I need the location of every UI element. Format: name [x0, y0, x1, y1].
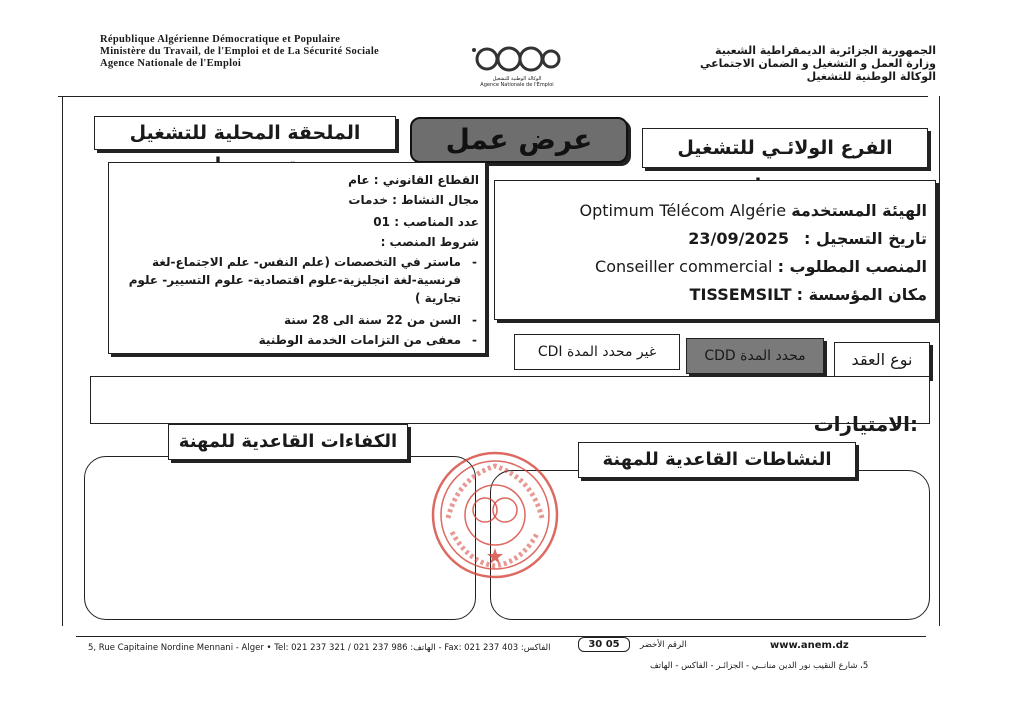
job-details-panel	[108, 162, 486, 354]
header-ar	[700, 44, 936, 83]
header-fr-line3: Agence Nationale de l'Emploi	[100, 58, 242, 69]
employer-value: Optimum Télécom Algérie	[579, 201, 787, 220]
condition-2: السن من 22 سنة الى 28 سنة	[283, 313, 461, 327]
header-ar-line1: الجمهورية الجزائرية الديمقراطية الشعبية	[715, 44, 936, 57]
skills-title-box	[168, 424, 408, 460]
conditions-label: شروط المنصب :	[380, 235, 479, 249]
positions-count	[373, 215, 479, 229]
anem-logo-icon	[469, 42, 565, 76]
position-value: Conseiller commercial	[595, 257, 773, 276]
header-ar-line2: وزارة العمل و التشغيل و الضمان الاجتماعي	[700, 57, 936, 70]
activities-title: النشاطات القاعدية للمهنة	[602, 449, 832, 470]
official-stamp	[428, 448, 562, 586]
local-agency-label: الملحقة المحلية للتشغيل	[129, 122, 361, 144]
anem-logo	[462, 42, 572, 88]
bullet-1: -	[472, 255, 477, 269]
date-row	[688, 229, 927, 248]
advantages-label: :الامتيازات	[813, 412, 918, 436]
logo-caption-ar: الوكالة الوطنية للتشغيل	[492, 76, 542, 82]
positions-label: عدد المناصب :	[394, 215, 479, 229]
condition-3: معفى من التزامات الخدمة الوطنية	[258, 333, 461, 347]
header-ar-line3: الوكالة الوطنية للتشغيل	[806, 70, 936, 83]
location-value: TISSEMSILT	[689, 285, 792, 304]
contract-type-label: نوع العقد	[851, 350, 913, 369]
condition-1-line2: فرنسية-لغة انجليزية-علوم اقتصادية- علوم التسيير- علوم	[128, 273, 461, 287]
skills-area	[84, 456, 476, 620]
contract-cdi-option	[514, 334, 680, 370]
header-fr-line1: République Algérienne Démocratique et Populaire	[100, 34, 341, 45]
date-value: 23/09/2025	[688, 229, 789, 248]
local-agency-box	[94, 116, 396, 150]
contract-cdd-option	[686, 338, 824, 374]
condition-1-line1: ماستر في التخصصات (علم النفس- علم الاجتماع-لغة	[151, 255, 461, 269]
website-link[interactable]: www.anem.dz	[770, 640, 849, 651]
skills-title: الكفاءات القاعدية للمهنة	[178, 431, 398, 452]
employer-row	[580, 201, 927, 220]
contract-cdd-label: محدد المدة CDD	[704, 348, 806, 364]
bullet-3: -	[472, 333, 477, 347]
footer-address-ar: 5، شارع النقيب نور الدين منانــي - الجزائـر - الفاكس - الهاتف	[650, 661, 869, 671]
green-number-label: الرقم الأخضر	[640, 640, 687, 650]
position-row	[595, 257, 927, 276]
header-fr	[100, 34, 379, 70]
activities-title-box	[578, 442, 856, 478]
position-label: المنصب المطلوب :	[777, 257, 927, 276]
page-title: عرض عمل	[445, 123, 593, 156]
legal-sector: القطاع القانوني : عام	[348, 173, 479, 187]
logo-caption-fr: Agence Nationale de l'Emploi	[480, 82, 554, 88]
header-fr-line2: Ministère du Travail, de l'Emploi et de La Sécurité Sociale	[100, 46, 380, 57]
footer-divider	[76, 636, 926, 637]
advantages-box	[90, 376, 930, 424]
wilaya-branch-label: الفرع الولائـي للتشغيل	[677, 137, 893, 159]
location-row	[690, 285, 927, 304]
bullet-2: -	[472, 313, 477, 327]
footer-address-fr: 5, Rue Capitaine Nordine Mennani - Alger • Tel: 021 237 321 / 021 237 986 :الهاتف - Fax: 021 237 403 :الفاكس	[88, 643, 551, 653]
condition-1-line3: تجارية )	[414, 291, 461, 305]
employer-label: الهيئة المستخدمة	[791, 201, 927, 220]
official-stamp-icon	[428, 448, 562, 582]
location-label: مكان المؤسسة :	[796, 285, 927, 304]
positions-value: 01	[373, 215, 390, 229]
date-label: تاريخ التسجيل :	[804, 229, 927, 248]
contract-cdi-label: غير محدد المدة CDI	[537, 344, 657, 360]
wilaya-branch-box	[642, 128, 928, 168]
activity-field: مجال النشاط : خدمات	[348, 193, 479, 207]
contract-type-box	[834, 342, 930, 378]
green-number: 30 05	[578, 637, 630, 652]
offer-info-panel	[494, 180, 936, 320]
